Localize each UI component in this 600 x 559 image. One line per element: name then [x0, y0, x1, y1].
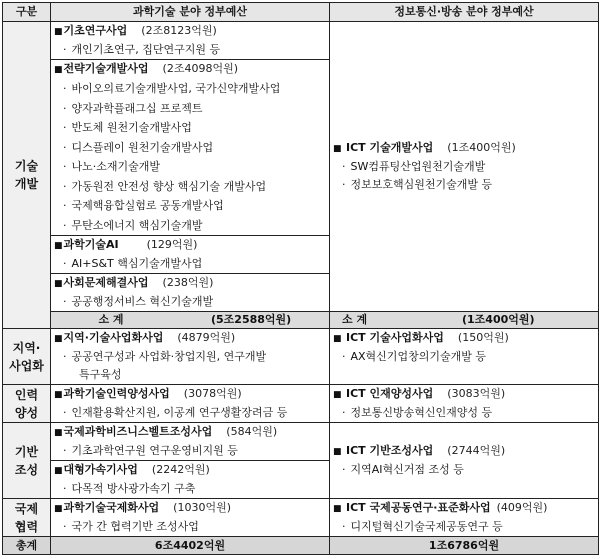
belt-program: ■국제과학비즈니스벨트조성사업 (584억원) [54, 425, 278, 438]
square-bullet-icon: ■ [54, 504, 63, 514]
list-item: · 다목적 방사광가속기 구축 [51, 480, 329, 498]
ict-talent-cell [330, 385, 599, 423]
infra-row [3, 423, 599, 499]
list-item: · 디지털혁신기술국제공동연구 등 [330, 518, 598, 536]
square-bullet-icon: ■ [54, 279, 63, 289]
list-item: · 정보통신방송혁신인재양성 등 [330, 404, 598, 422]
social-program-block [51, 273, 329, 311]
strategic-program-block [51, 59, 329, 235]
category-talent-line1: 인력 [14, 387, 39, 402]
intl-program: ■과학기술국제화사업 (1030억원) [54, 501, 231, 514]
talent-program: ■과학기술인력양성사업 (3078억원) [54, 387, 242, 400]
intl-row [3, 499, 599, 537]
category-intl-line1: 국제 [14, 501, 39, 516]
strategic-program: ■전략기술개발사업 (2조4098억원) [54, 62, 238, 75]
list-item: · 국제핵융합실험로 공동개발사업 [51, 196, 329, 216]
science-subtotal-value: (5조2588억원) [211, 313, 292, 326]
ict-subtotal-value: (1조400억원) [462, 313, 535, 326]
science-talent-cell [51, 385, 330, 423]
science-subtotal-cell [51, 312, 330, 329]
category-tech-dev-label: 기술개발 [14, 159, 39, 191]
subtotal-row [3, 312, 599, 329]
list-item: · 공공연구성과 사업화·창업지원, 연구개발 [51, 348, 329, 366]
square-bullet-icon: ■ [333, 144, 342, 154]
list-item: · 개인기초연구, 집단연구지원 등 [51, 41, 329, 59]
header-science: 과학기술 분야 정부예산 [51, 3, 330, 22]
list-item: · 국가 간 협력기반 조성사업 [51, 518, 329, 536]
list-item: · 정보보호핵심원천기술개발 등 [330, 176, 598, 194]
ict-infra-cell [330, 423, 599, 499]
list-item: · 무탄소에너지 핵심기술개발 [51, 216, 329, 236]
science-infra-cell [51, 423, 330, 499]
header-ict: 정보통신·방송 분야 정부예산 [330, 3, 599, 22]
total-label: 총계 [3, 537, 51, 555]
science-intl-cell [51, 499, 330, 537]
square-bullet-icon: ■ [333, 334, 342, 344]
science-subtotal-label: 소 계 [98, 313, 124, 326]
square-bullet-icon: ■ [54, 390, 63, 400]
list-item: · AX혁신기업창의기술개발 등 [330, 348, 598, 366]
ict-infra-program: ■ ICT 기반조성사업 (2744억원) [333, 444, 506, 457]
list-item: · 양자과학플래그십 프로젝트 [51, 99, 329, 119]
budget-table [2, 2, 599, 555]
list-item: · 반도체 원천기술개발사업 [51, 118, 329, 138]
ict-tech-dev-program: ■ ICT 기술개발사업 (1조400억원) [333, 141, 516, 154]
list-item: · 가동원전 안전성 향상 핵심기술 개발사업 [51, 177, 329, 197]
social-program: ■사회문제해결사업 (238억원) [54, 276, 214, 289]
square-bullet-icon: ■ [333, 504, 342, 514]
category-infra-line2: 조성 [14, 462, 39, 477]
list-item: · 기초과학연구원 연구운영비지원 등 [51, 442, 329, 460]
square-bullet-icon: ■ [333, 447, 342, 457]
total-row [3, 537, 599, 555]
square-bullet-icon: ■ [54, 27, 63, 37]
list-item: · 지역AI혁신거점 조성 등 [330, 461, 598, 479]
square-bullet-icon: ■ [54, 65, 63, 75]
list-item: · 바이오의료기술개발사업, 국가신약개발사업 [51, 79, 329, 99]
science-regional-cell [51, 329, 330, 385]
header-row [3, 3, 599, 22]
list-item: · 공공행정서비스 혁신기술개발 [51, 293, 329, 311]
ict-talent-program: ■ ICT 인재양성사업 (3083억원) [333, 387, 506, 400]
list-item: · 인재활용확산지원, 이공계 연구생활장려금 등 [51, 404, 329, 422]
category-talent-line2: 양성 [14, 405, 39, 420]
ai-program: ■과학기술AI (129억원) [54, 238, 198, 251]
category-regional-line2: 사업화 [9, 358, 44, 373]
square-bullet-icon: ■ [54, 428, 63, 438]
list-item-continuation: 특구육성 [79, 368, 122, 381]
category-infra-line1: 기반 [14, 444, 39, 459]
ai-program-block [51, 235, 329, 273]
square-bullet-icon: ■ [54, 241, 63, 251]
talent-row [3, 385, 599, 423]
category-infra [3, 423, 51, 499]
category-regional [3, 329, 51, 385]
ict-regional-program: ■ ICT 기술사업화사업 (150억원) [333, 331, 509, 344]
basic-research-program: ■기초연구사업 (2조8123억원) [54, 24, 217, 37]
list-item: · 나노·소재기술개발 [51, 157, 329, 177]
square-bullet-icon: ■ [54, 334, 63, 344]
header-category: 구분 [3, 3, 51, 22]
ict-regional-cell [330, 329, 599, 385]
category-intl-line2: 협력 [14, 519, 39, 534]
accel-program: ■대형가속기사업 (2242억원) [54, 463, 210, 476]
square-bullet-icon: ■ [333, 390, 342, 400]
accel-program-block [51, 460, 329, 498]
category-talent [3, 385, 51, 423]
category-tech-dev [3, 22, 51, 329]
tech-dev-row [3, 22, 599, 312]
ict-intl-program: ■ ICT 국제공동연구·표준화사업 (409억원) [333, 501, 548, 514]
list-item: · SW컴퓨팅산업원천기술개발 [330, 158, 598, 176]
list-item: · 디스플레이 원천기술개발사업 [51, 138, 329, 158]
ict-subtotal-cell [330, 312, 599, 329]
total-ict: 1조6786억원 [330, 537, 599, 555]
square-bullet-icon: ■ [54, 466, 63, 476]
regional-row [3, 329, 599, 385]
ict-subtotal-label: 소 계 [342, 313, 368, 326]
ict-tech-dev-cell [330, 22, 599, 312]
science-tech-dev-cell [51, 22, 330, 312]
category-regional-line1: 지역· [12, 340, 41, 355]
regional-program: ■지역·기술사업화사업 (4879억원) [54, 331, 236, 344]
list-item: · AI+S&T 핵심기술개발사업 [51, 255, 329, 273]
category-intl [3, 499, 51, 537]
total-science: 6조4402억원 [51, 537, 330, 555]
ict-intl-cell [330, 499, 599, 537]
